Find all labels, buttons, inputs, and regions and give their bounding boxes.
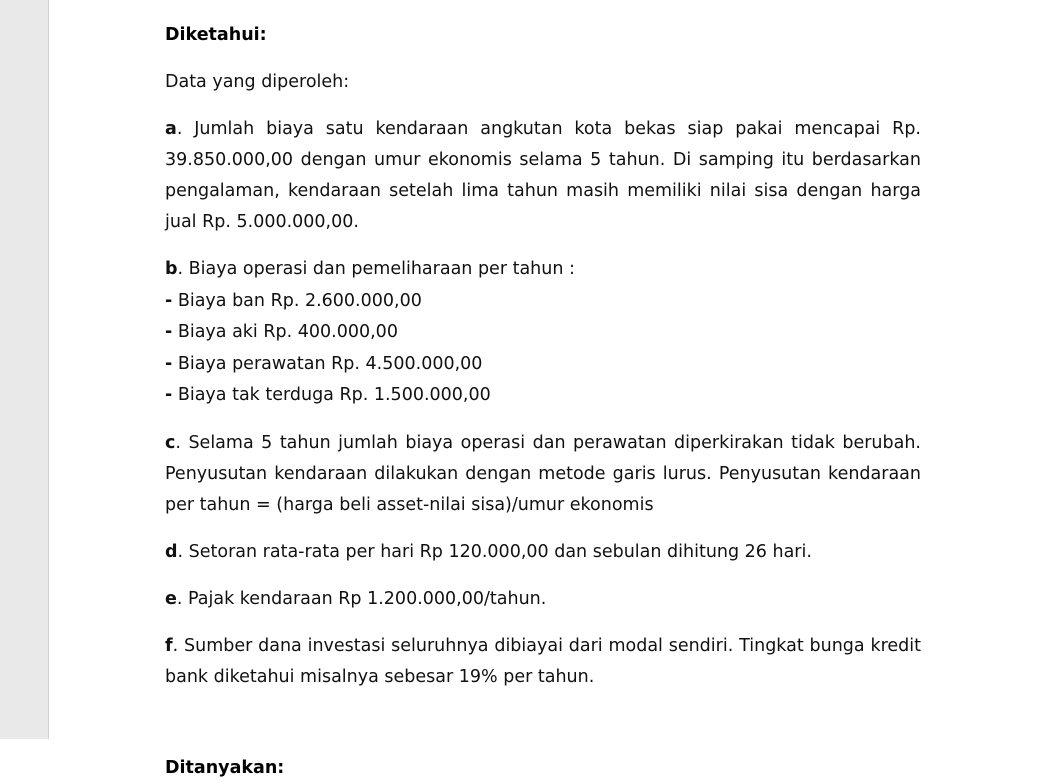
item-b-block bbox=[165, 254, 921, 412]
item-b-marker: b bbox=[165, 259, 178, 279]
list-item bbox=[165, 349, 921, 381]
item-b-text: . Biaya operasi dan pemeliharaan per tahun : bbox=[177, 259, 575, 279]
list-item-label: Biaya perawatan Rp. 4.500.000,00 bbox=[177, 353, 483, 374]
item-c-text: . Selama 5 tahun jumlah biaya operasi dan perawatan diperkirakan tidak berubah. Penyusutan kendaraan dilakukan dengan metode garis lurus. Penyusutan kendaraan per tahun = (harga beli asset-nilai sisa)/umur ekonomis bbox=[165, 432, 921, 515]
list-item-label: Biaya tak terduga Rp. 1.500.000,00 bbox=[177, 385, 491, 405]
document-sheet bbox=[49, 0, 1059, 778]
item-d-text: . Setoran rata-rata per hari Rp 120.000,00 dan sebulan dihitung 26 hari. bbox=[177, 541, 812, 562]
item-b-paragraph bbox=[165, 254, 921, 286]
item-a-text: . Jumlah biaya satu kendaraan angkutan kota bekas siap pakai mencapai Rp. 39.850.000,00 dengan umur ekonomis selama 5 tahun. Di samping itu berdasarkan pengalaman, kendaraan setelah lima tahun masih memiliki nilai sisa dengan harga jual Rp. 5.000.000,00. bbox=[165, 119, 921, 232]
top-spacer bbox=[165, 0, 921, 20]
dash-marker: - bbox=[165, 385, 173, 405]
item-a-marker: a bbox=[165, 119, 177, 139]
page-left-gutter bbox=[0, 0, 49, 739]
asked-heading: Ditanyakan: bbox=[165, 757, 285, 778]
item-a-paragraph bbox=[165, 114, 921, 238]
dash-marker: - bbox=[165, 353, 173, 374]
known-heading: Diketahui: bbox=[165, 25, 267, 45]
item-c-paragraph bbox=[165, 428, 921, 521]
list-item bbox=[165, 286, 921, 318]
intro-paragraph: Data yang diperoleh: bbox=[165, 72, 350, 92]
item-d-marker: d bbox=[165, 541, 178, 562]
item-d-paragraph bbox=[165, 537, 921, 568]
item-f-marker: f bbox=[165, 635, 173, 656]
list-item-label: Biaya aki Rp. 400.000,00 bbox=[177, 322, 398, 342]
item-e-paragraph bbox=[165, 584, 921, 615]
dash-marker: - bbox=[165, 290, 173, 311]
item-e-marker: e bbox=[165, 588, 177, 609]
item-f-text: . Sumber dana investasi seluruhnya dibiayai dari modal sendiri. Tingkat bunga kredit bank diketahui misalnya sebesar 19% per tahun. bbox=[165, 635, 921, 687]
section-spacer bbox=[165, 709, 921, 753]
document-body bbox=[165, 0, 921, 784]
list-item bbox=[165, 380, 921, 412]
list-item bbox=[165, 317, 921, 349]
dash-marker: - bbox=[165, 322, 173, 342]
item-f-paragraph bbox=[165, 631, 921, 693]
item-c-marker: c bbox=[165, 432, 176, 453]
list-item-label: Biaya ban Rp. 2.600.000,00 bbox=[177, 290, 422, 311]
item-e-text: . Pajak kendaraan Rp 1.200.000,00/tahun. bbox=[176, 588, 547, 609]
